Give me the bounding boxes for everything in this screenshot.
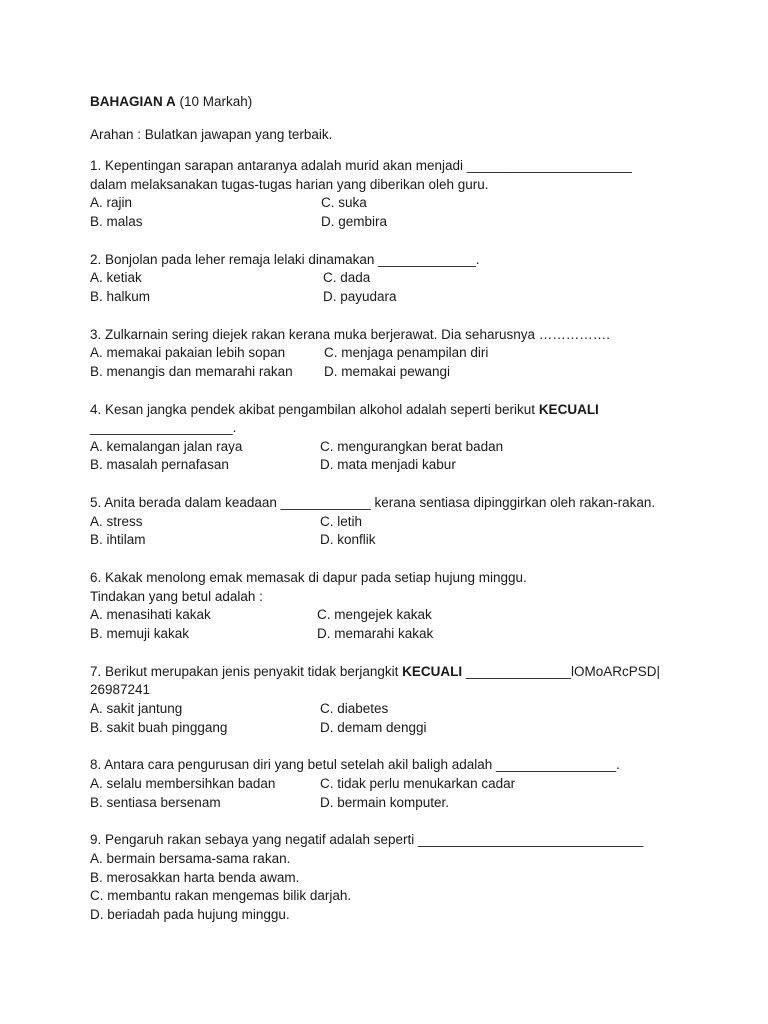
- question-4: [90, 401, 730, 475]
- question-4-text: [90, 401, 730, 420]
- question-3-option-d[interactable]: D. memakai pewangi: [324, 363, 451, 379]
- question-7: [90, 663, 730, 737]
- question-4-keyword: KECUALI: [538, 401, 599, 417]
- question-1-option-c[interactable]: C. suka: [321, 195, 367, 211]
- question-4-blank: ___________________.: [90, 420, 237, 436]
- question-4-option-d[interactable]: D. mata menjadi kabur: [320, 457, 456, 473]
- question-2: [90, 251, 730, 307]
- question-5-option-c[interactable]: C. letih: [320, 513, 363, 529]
- question-5: [90, 494, 730, 550]
- question-6-text-cont: Tindakan yang betul adalah :: [90, 588, 263, 604]
- question-9-option-a[interactable]: A. bermain bersama-sama rakan.: [90, 850, 291, 866]
- question-2-option-a[interactable]: A. ketiak: [90, 270, 142, 286]
- exam-page: [90, 93, 730, 943]
- question-3-option-b[interactable]: B. menangis dan memarahi rakan: [90, 363, 293, 379]
- question-7-option-b[interactable]: B. sakit buah pinggang: [90, 719, 228, 735]
- question-9-option-b[interactable]: B. merosakkan harta benda awam.: [90, 869, 300, 885]
- question-6-text: 6. Kakak menolong emak memasak di dapur pada setiap hujung minggu.: [90, 570, 527, 586]
- question-7-option-a[interactable]: A. sakit jantung: [90, 700, 183, 716]
- section-marks: (10 Markah): [179, 94, 253, 109]
- question-1-option-b[interactable]: B. malas: [90, 213, 143, 229]
- question-8-option-d[interactable]: D. bermain komputer.: [320, 794, 450, 810]
- question-7-keyword: KECUALI: [402, 663, 463, 679]
- question-7-text-cont: 26987241: [90, 682, 151, 698]
- question-1-option-a[interactable]: A. rajin: [90, 195, 133, 211]
- question-8-option-c[interactable]: C. tidak perlu menukarkan cadar: [320, 775, 516, 791]
- instruction: Arahan : Bulatkan jawapan yang terbaik.: [90, 126, 333, 142]
- question-2-option-c[interactable]: C. dada: [323, 270, 371, 286]
- question-1-text: 1. Kepentingan sarapan antaranya adalah murid akan menjadi ______________________: [90, 158, 632, 174]
- question-9-text: 9. Pengaruh rakan sebaya yang negatif adalah seperti ______________________________: [90, 832, 644, 848]
- question-9: [90, 831, 730, 924]
- question-8-text: 8. Antara cara pengurusan diri yang betul setelah akil baligh adalah ________________.: [90, 757, 620, 773]
- question-6-option-b[interactable]: B. memuji kakak: [90, 626, 190, 641]
- question-5-text: 5. Anita berada dalam keadaan ____________ kerana sentiasa dipinggirkan oleh rakan-rakan.: [90, 495, 656, 511]
- question-6-option-c[interactable]: C. mengejek kakak: [317, 607, 432, 623]
- question-1-text-cont: dalam melaksanakan tugas-tugas harian yang diberikan oleh guru.: [90, 176, 489, 192]
- question-7-text: [90, 663, 730, 682]
- question-2-option-d[interactable]: D. payudara: [323, 288, 397, 304]
- question-1-option-d[interactable]: D. gembira: [321, 213, 388, 229]
- question-7-option-d[interactable]: D. demam denggi: [320, 719, 427, 735]
- question-7-option-c[interactable]: C. diabetes: [320, 700, 389, 716]
- question-4-option-c[interactable]: C. mengurangkan berat badan: [320, 438, 504, 454]
- question-5-option-d[interactable]: D. konflik: [320, 532, 376, 548]
- question-5-option-b[interactable]: B. ihtilam: [90, 532, 146, 548]
- question-6-option-d[interactable]: D. memarahi kakak: [317, 626, 434, 641]
- question-1: [90, 157, 730, 231]
- question-9-option-d[interactable]: D. beriadah pada hujung minggu.: [90, 906, 290, 922]
- question-8-option-b[interactable]: B. sentiasa bersenam: [90, 794, 221, 810]
- question-5-option-a[interactable]: A. stress: [90, 513, 143, 529]
- section-header: [90, 93, 730, 112]
- question-2-text: 2. Bonjolan pada leher remaja lelaki dinamakan _____________.: [90, 251, 480, 267]
- question-8: [90, 756, 730, 812]
- question-6: [90, 569, 730, 643]
- question-3: [90, 326, 730, 382]
- question-3-option-a[interactable]: A. memakai pakaian lebih sopan: [90, 345, 286, 361]
- question-4-option-b[interactable]: B. masalah pernafasan: [90, 457, 229, 473]
- question-7-text-tail: ______________lOMoARcPSD|: [462, 663, 661, 679]
- question-2-option-b[interactable]: B. halkum: [90, 288, 151, 304]
- section-title: BAHAGIAN A: [90, 94, 176, 109]
- question-8-option-a[interactable]: A. selalu membersihkan badan: [90, 775, 276, 791]
- question-6-option-a[interactable]: A. menasihati kakak: [90, 607, 211, 623]
- question-3-option-c[interactable]: C. menjaga penampilan diri: [324, 345, 489, 361]
- question-4-text-main: 4. Kesan jangka pendek akibat pengambilan alkohol adalah seperti berikut: [90, 401, 539, 417]
- question-7-text-main: 7. Berikut merupakan jenis penyakit tidak berjangkit: [90, 663, 403, 679]
- question-3-text: 3. Zulkarnain sering diejek rakan kerana muka berjerawat. Dia seharusnya …………….: [90, 326, 610, 342]
- question-9-option-c[interactable]: C. membantu rakan mengemas bilik darjah.: [90, 888, 352, 904]
- question-4-option-a[interactable]: A. kemalangan jalan raya: [90, 438, 243, 454]
